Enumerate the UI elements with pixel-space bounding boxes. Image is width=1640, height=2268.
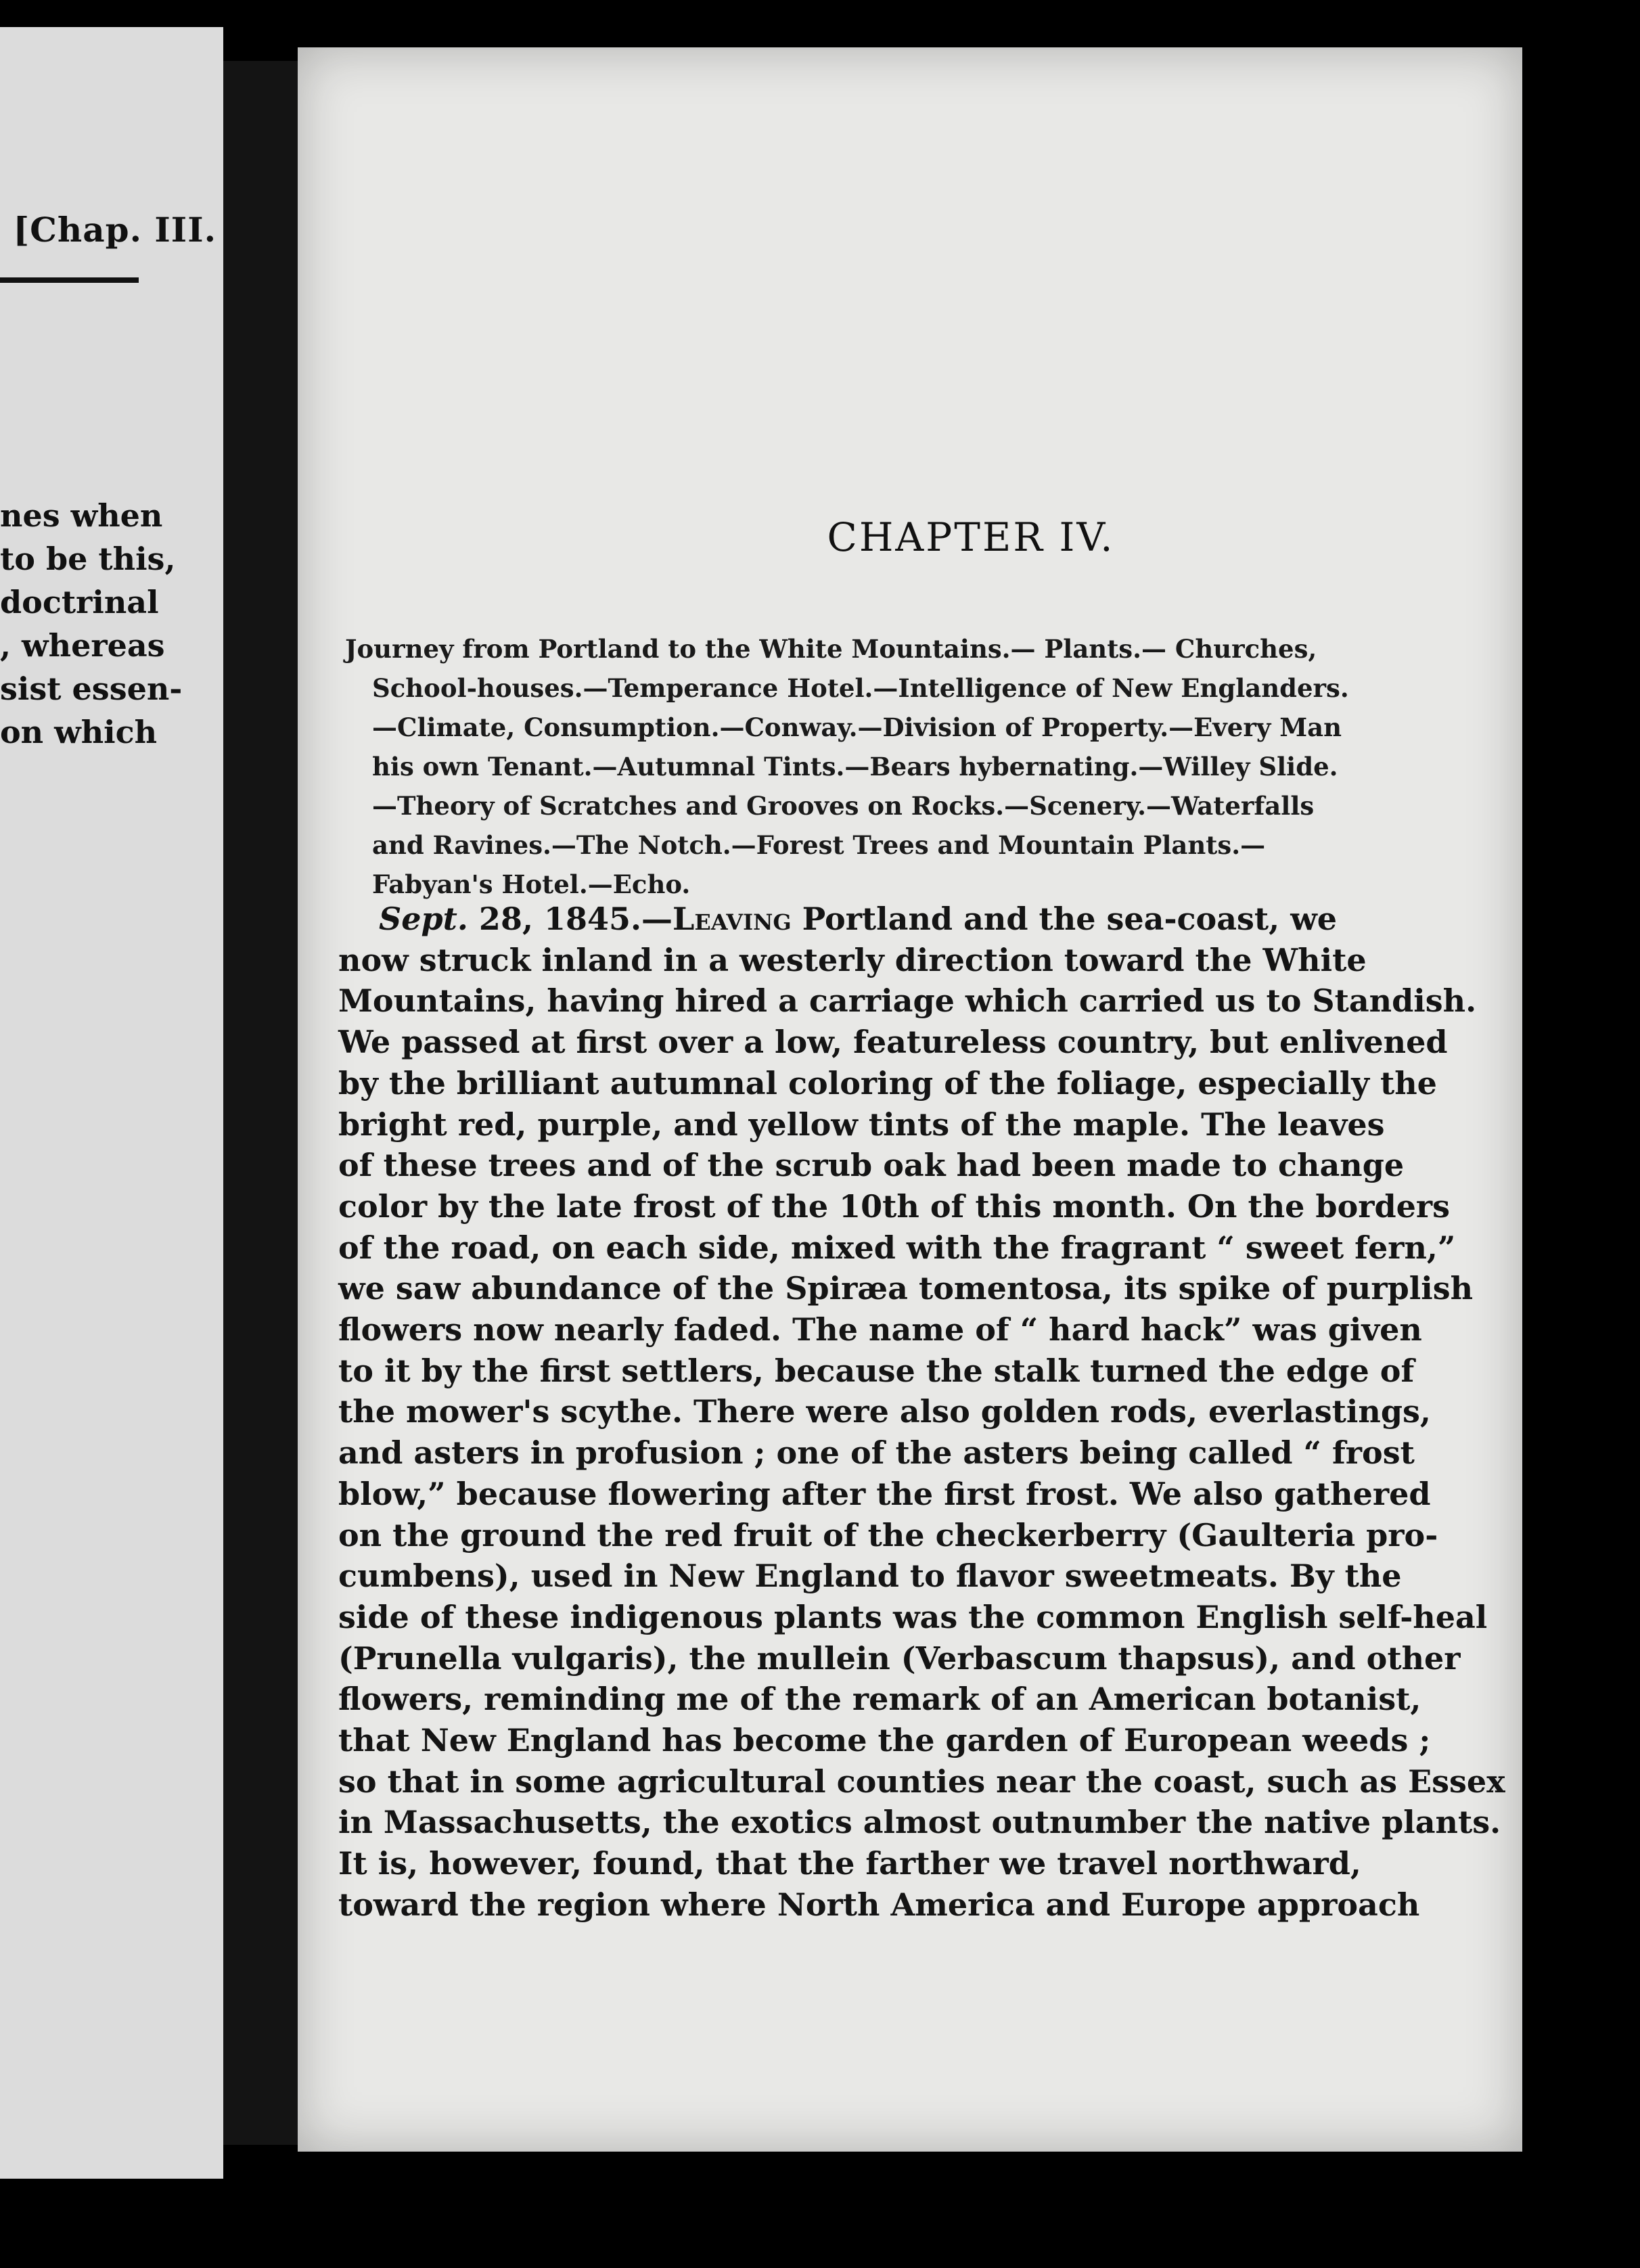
body-text <box>338 899 1505 1926</box>
left-page-fragment <box>0 27 223 2179</box>
synopsis-line: his own Tenant.—Autumnal Tints.—Bears hybernating.—Willey Slide. <box>372 752 1338 781</box>
body-line: and asters in profusion ; one of the asters being called “ frost <box>338 1434 1415 1472</box>
body-line: on the ground the red fruit of the checkerberry (Gaulteria pro- <box>338 1516 1438 1553</box>
body-line: we saw abundance of the Spiræa tomentosa, its spike of purplish <box>338 1270 1474 1307</box>
body-line: Mountains, having hired a carriage which carried us to Standish. <box>338 982 1477 1020</box>
left-running-header: [Chap. III. <box>13 210 217 250</box>
body-line: so that in some agricultural counties near the coast, such as Essex <box>338 1763 1505 1800</box>
lead-word: Leaving <box>673 901 792 937</box>
body-line: the mower's scythe. There were also golden rods, everlastings, <box>338 1393 1431 1430</box>
body-line: in Massachusetts, the exotics almost outnumber the native plants. <box>338 1804 1501 1841</box>
body-line: to it by the first settlers, because the stalk turned the edge of <box>338 1352 1415 1389</box>
chapter-title: CHAPTER IV. <box>827 514 1115 560</box>
body-line: cumbens), used in New England to flavor sweetmeats. By the <box>338 1558 1402 1595</box>
left-text-line: sist essen- <box>0 671 183 707</box>
body-line: It is, however, found, that the farther we travel northward, <box>338 1845 1361 1882</box>
body-line: now struck inland in a westerly direction toward the White <box>338 941 1367 978</box>
body-line: We passed at first over a low, featureless country, but enlivened <box>338 1024 1448 1061</box>
date-label: Sept. <box>379 901 468 937</box>
synopsis-line: —Theory of Scratches and Grooves on Rocks.—Scenery.—Waterfalls <box>372 791 1315 821</box>
main-page <box>298 47 1522 2152</box>
left-text-line: doctrinal <box>0 584 159 620</box>
body-line: of these trees and of the scrub oak had been made to change <box>338 1147 1405 1184</box>
left-header-rule <box>0 277 139 283</box>
body-line: color by the late frost of the 10th of this month. On the borders <box>338 1187 1451 1225</box>
body-line: of the road, on each side, mixed with the fragrant “ sweet fern,” <box>338 1229 1456 1266</box>
body-first-line <box>338 899 1448 940</box>
synopsis-line: School-houses.—Temperance Hotel.—Intelligence of New Englanders. <box>372 673 1349 703</box>
body-line: blow,” because flowering after the first frost. We also gathered <box>338 1475 1431 1512</box>
body-line: that New England has become the garden of European weeds ; <box>338 1722 1431 1759</box>
chapter-synopsis <box>345 629 1428 904</box>
body-line: bright red, purple, and yellow tints of the maple. The leaves <box>338 1106 1385 1143</box>
body-line: flowers now nearly faded. The name of “ hard hack” was given <box>338 1311 1422 1348</box>
left-text-line: , whereas <box>0 627 165 664</box>
synopsis-line: Fabyan's Hotel.—Echo. <box>372 869 691 899</box>
left-text-line: nes when <box>0 497 163 534</box>
body-line: by the brilliant autumnal coloring of the foliage, especially the <box>338 1064 1437 1102</box>
body-line: flowers, reminding me of the remark of an American botanist, <box>338 1681 1421 1718</box>
synopsis-line: and Ravines.—The Notch.—Forest Trees and Mountain Plants.— <box>372 830 1266 860</box>
synopsis-line: Journey from Portland to the White Mountains.— Plants.— Churches, <box>345 634 1317 664</box>
body-line: (Prunella vulgaris), the mullein (Verbascum thapsus), and other <box>338 1639 1461 1677</box>
left-text-line: to be this, <box>0 541 176 577</box>
body-line: toward the region where North America and Europe approach <box>338 1886 1420 1923</box>
book-gutter <box>223 61 298 2145</box>
first-line-rest: Portland and the sea-coast, we <box>791 901 1338 937</box>
left-text-block <box>0 494 183 754</box>
left-text-line: on which <box>0 714 158 750</box>
date-rest: 28, 1845.— <box>468 901 673 937</box>
body-line: side of these indigenous plants was the common English self-heal <box>338 1598 1488 1635</box>
synopsis-line: —Climate, Consumption.—Conway.—Division of Property.—Every Man <box>372 712 1342 742</box>
